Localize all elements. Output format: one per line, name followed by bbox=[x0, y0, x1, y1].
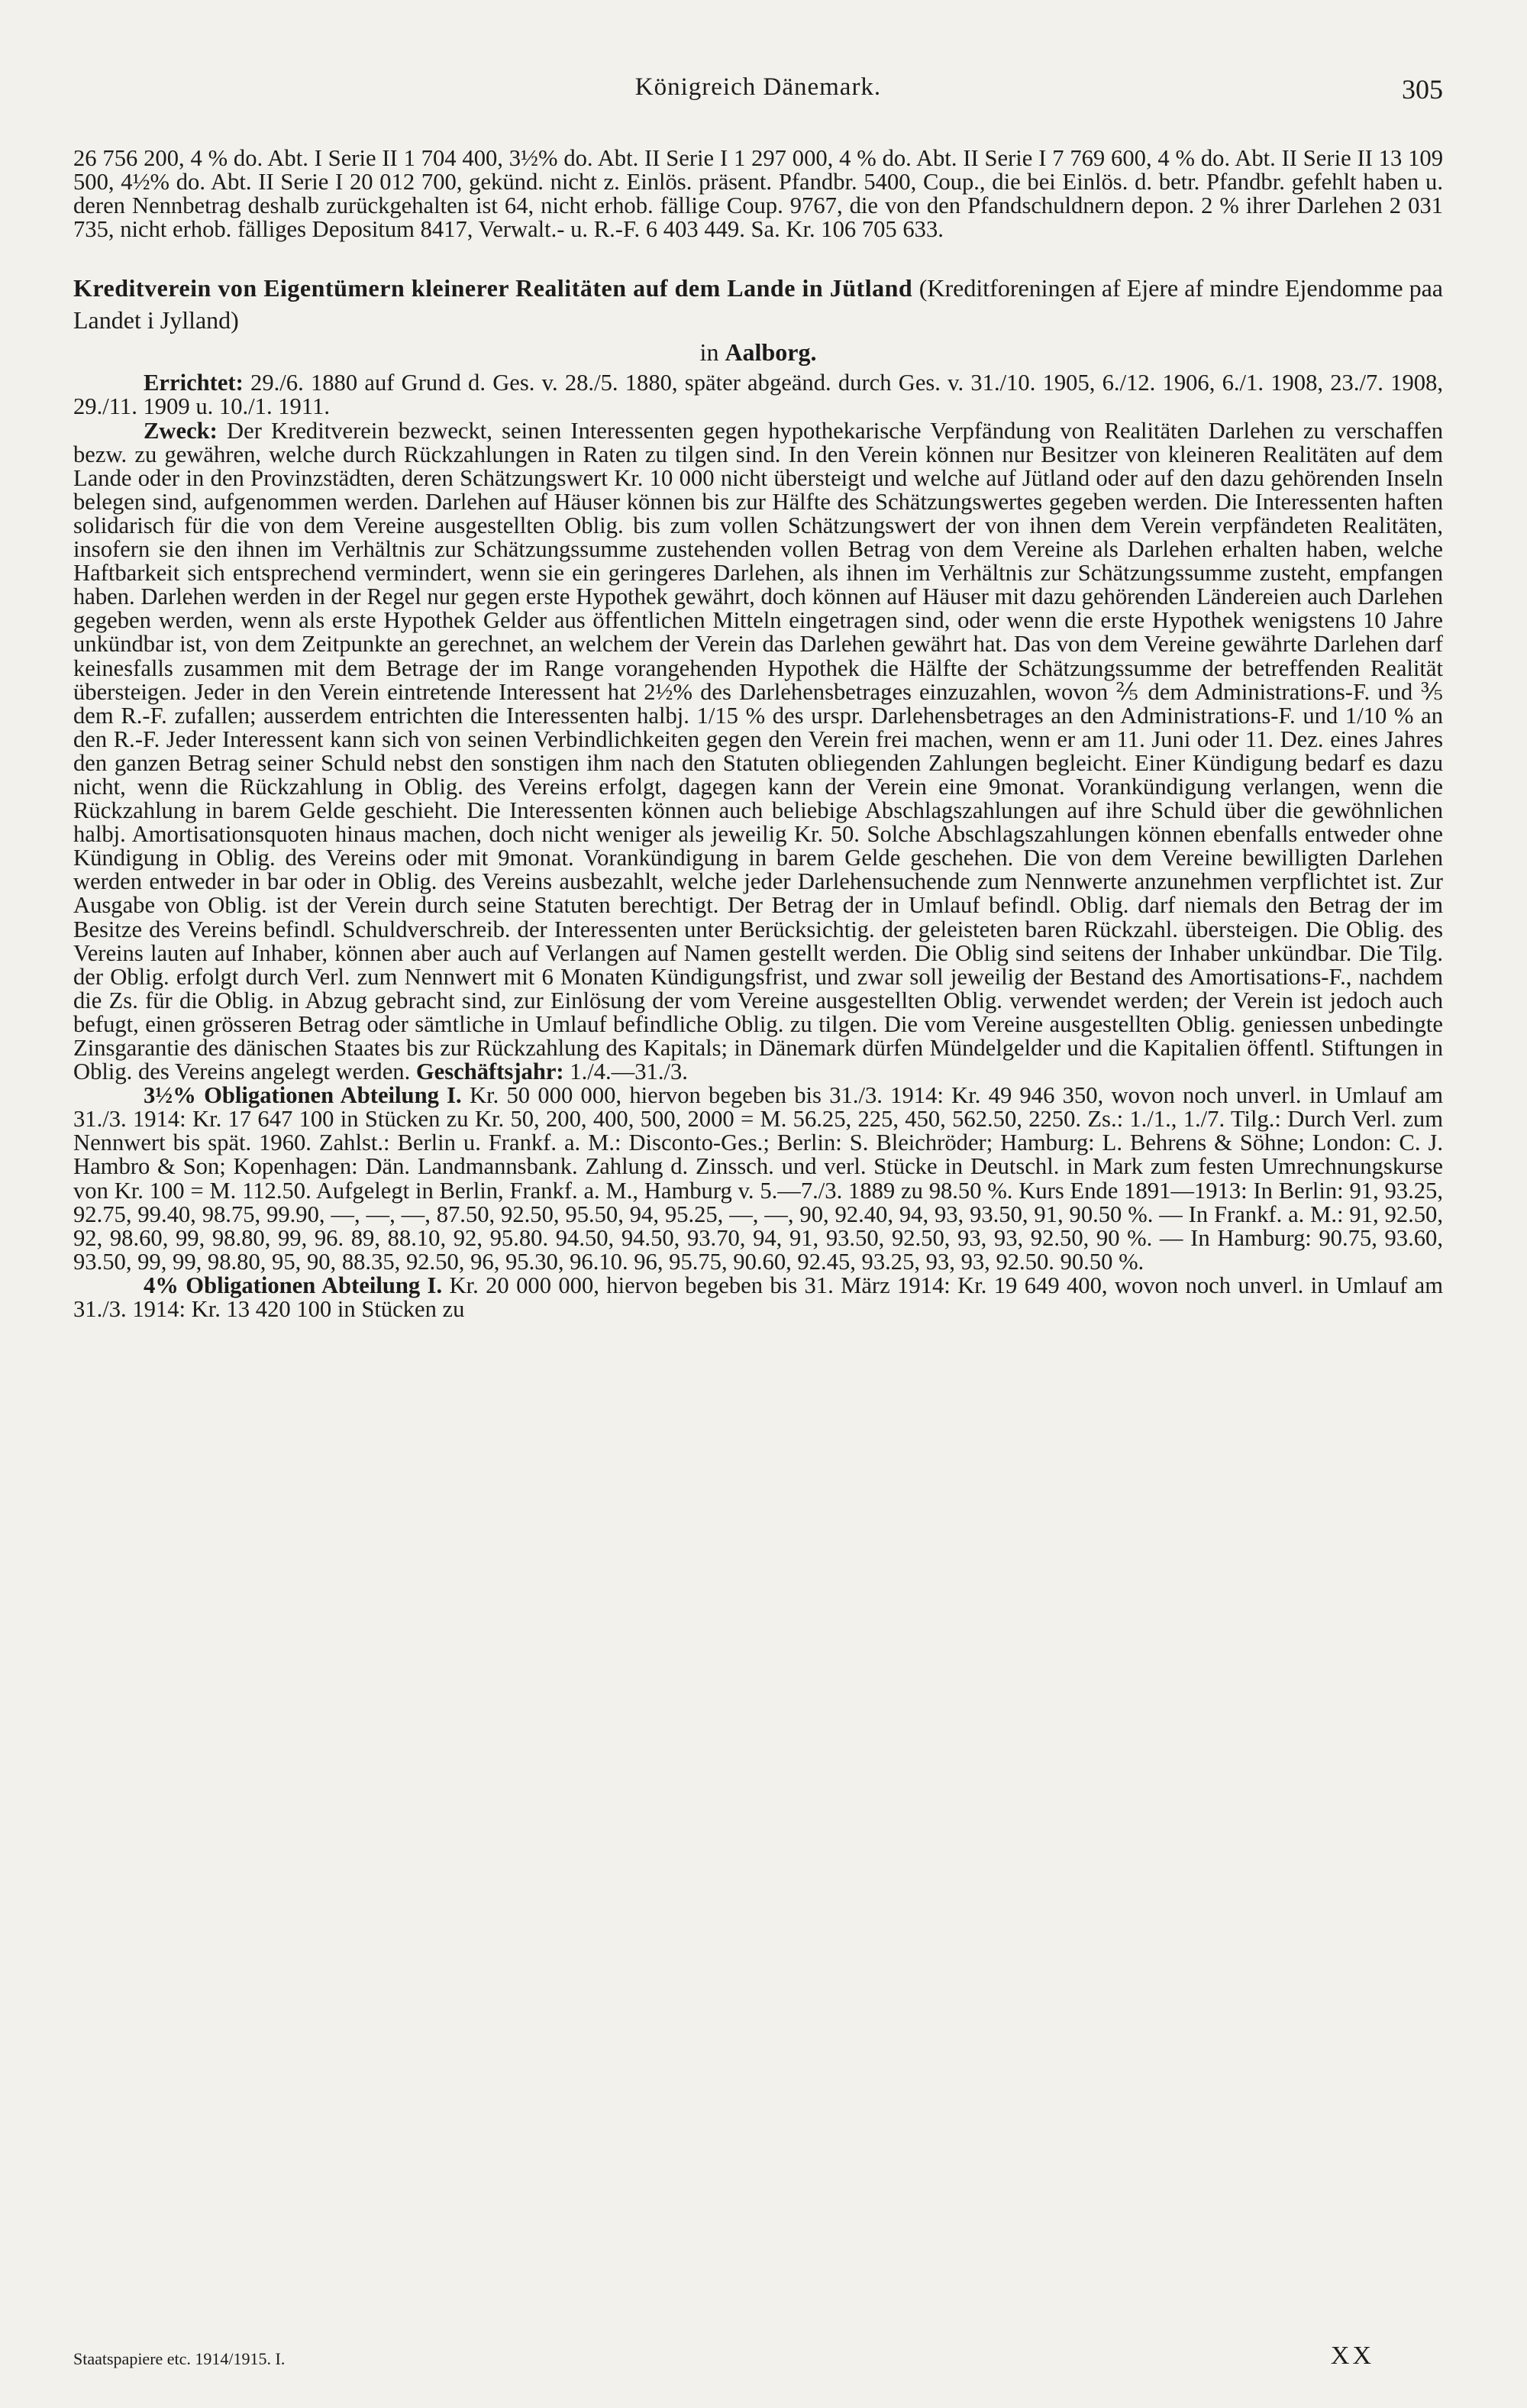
zweck-label: Zweck: bbox=[144, 417, 218, 444]
geschaeftsjahr-text: 1./4.—31./3. bbox=[570, 1059, 688, 1085]
page-body bbox=[73, 147, 1443, 1321]
obligationen-1-paragraph bbox=[73, 1084, 1443, 1274]
obligationen-1-label: 3½% Obligationen Abteilung I. bbox=[144, 1082, 462, 1109]
zweck-paragraph bbox=[73, 419, 1443, 1084]
section-heading bbox=[73, 272, 1443, 336]
page-header bbox=[73, 73, 1443, 112]
geschaeftsjahr-label: Geschäftsjahr: bbox=[415, 1059, 564, 1085]
errichtet-text: 29./6. 1880 auf Grund d. Ges. v. 28./5. 1880, später abgeänd. durch Ges. v. 31./10. 1905, 6./12. 1906, 6./1. 1908, 23./7. 1908, 29./11. 1909 u. 10./1. 1911. bbox=[73, 370, 1443, 420]
obligationen-2-label: 4% Obligationen Abteilung I. bbox=[144, 1272, 443, 1298]
section-title: Kreditverein von Eigentümern kleinerer Realitäten auf dem Lande in Jütland bbox=[73, 274, 913, 302]
zweck-text: Der Kreditverein bezweckt, seinen Interessenten gegen hypothekarische Verpfändung von Realitäten Darlehen zu verschaffen bezw. zu gewähren, welche durch Rückzahlungen in Raten zu tilgen sind. In den Verein können nur Besitzer von kleineren Realitäten auf dem Lande oder in den Provinzstädten, deren Schätzungswert Kr. 10 000 nicht übersteigt und welche auf Jütland oder auf den dazu gehörenden Inseln belegen sind, aufgenommen werden. Darlehen auf Häuser können bis zur Hälfte des Schätzungswertes gegeben werden. Die Interessenten haften solidarisch für die von dem Vereine ausgestellten Oblig. bis zum vollen Schätzungswert der von ihnen dem Verein verpfändeten Realitäten, insofern sie den ihnen im Verhältnis zur Schätzungssumme zustehenden vollen Betrag von dem Vereine als Darlehen erhalten haben, welche Haftbarkeit sich entsprechend vermindert, wenn sie ein geringeres Darlehen, als ihnen im Verhältnis zur Schätzungssumme zusteht, empfangen haben. Darlehen werden in der Regel nur gegen erste Hypothek gewährt, doch können auf Häuser mit dazu gehörenden Ländereien auch Darlehen gegeben werden, wenn als erste Hypothek Gelder aus öffentlichen Mitteln eingetragen sind, oder wenn die erste Hypothek wenigstens 10 Jahre unkündbar ist, von dem Zeitpunkte an gerechnet, an welchem der Verein das Darlehen gewährt hat. Das von dem Vereine gewährte Darlehen darf keinesfalls zusammen mit dem Betrage der im Range vorangehenden Hypothek die Hälfte der Schätzungssumme der betreffenden Realität übersteigen. Jeder in den Verein eintretende Interessent hat 2½% des Darlehensbetrages einzuzahlen, wovon ⅖ dem Administrations-F. und ⅗ dem R.-F. zufallen; ausserdem entrichten die Interessenten halbj. 1/15 % des urspr. Darlehensbetrages an den Administrations-F. und 1/10 % an den R.-F. Jeder Interessent kann sich von seinen Verbindlichkeiten gegen den Verein frei machen, wenn er am 11. Juni oder 11. Dez. eines Jahres den ganzen Betrag seiner Schuld nebst den sonstigen ihm nach den Statuten obliegenden Zahlungen begleicht. Einer Kündigung bedarf es dazu nicht, wenn die Rückzahlung in Oblig. des Vereins erfolgt, dagegen kann der Verein eine 9monat. Vorankündigung verlangen, wenn die Rückzahlung in barem Gelde geschieht. Die Interessenten können auch beliebige Abschlagszahlungen auf ihre Schuld über die gewöhnlichen halbj. Amortisationsquoten hinaus machen, doch nicht weniger als jeweilig Kr. 50. Solche Abschlagszahlungen können ebenfalls entweder ohne Kündigung in Oblig. des Vereins oder mit 9monat. Vorankündigung in barem Gelde geschehen. Die von dem Vereine bewilligten Darlehen werden entweder in bar oder in Oblig. des Vereins ausbezahlt, welche jeder Darlehensuchende zum Nennwerte anzunehmen verpflichtet ist. Zur Ausgabe von Oblig. ist der Verein durch seine Statuten berechtigt. Der Betrag der in Umlauf befindl. Oblig. darf niemals den Betrag der im Besitze des Vereins befindl. Schuldverschreib. der Interessenten unter Berücksichtig. der geleisteten baren Rückzahl. übersteigen. Die Oblig. des Vereins lauten auf Inhaber, können aber auch auf Verlangen auf Namen gestellt werden. Die Oblig sind seitens der Inhaber unkündbar. Die Tilg. der Oblig. erfolgt durch Verl. zum Nennwert mit 6 Monaten Kündigungsfrist, und zwar soll jeweilig der Bestand des Amortisations-F., nachdem die Zs. für die Oblig. in Abzug gebracht sind, zur Einlösung der vom Vereine ausgestellten Oblig. verwendet werden; der Verein ist jedoch auch befugt, einen grösseren Betrag oder sämtliche in Umlauf befindliche Oblig. zu tilgen. Die vom Vereine ausgestellten Oblig. geniessen unbedingte Zinsgarantie des dänischen Staates bis zur Rückzahlung des Kapitals; in Dänemark dürfen Mündelgelder und die Kapitalien öffentl. Stiftungen in Oblig. des Vereins angelegt werden. bbox=[73, 417, 1443, 1085]
section-city-line bbox=[73, 336, 1443, 368]
section-in-word: in bbox=[699, 338, 719, 367]
footer-signature: XX bbox=[1330, 2342, 1374, 2370]
section-city: Aalborg. bbox=[725, 338, 817, 367]
intro-paragraph: 26 756 200, 4 % do. Abt. I Serie II 1 704 400, 3½% do. Abt. II Serie I 1 297 000, 4 % do. Abt. II Serie I 7 769 600, 4 % do. Abt. II Serie II 13 109 500, 4½% do. Abt. II Serie I 20 012 700, gekünd. nicht z. Einlös. präsent. Pfandbr. 5400, Coup., die bei Einlös. d. betr. Pfandbr. gefehlt haben u. deren Nennbetrag deshalb zurückgehalten ist 64, nicht erhob. fällige Coup. 9767, die von den Pfandschuldnern depon. 2 % ihrer Darlehen 2 031 735, nicht erhob. fälliges Depositum 8417, Verwalt.- u. R.-F. 6 403 449. Sa. Kr. 106 705 633. bbox=[73, 145, 1443, 243]
footer-source: Staatspapiere etc. 1914/1915. I. bbox=[73, 2349, 286, 2368]
errichtet-paragraph bbox=[73, 371, 1443, 419]
obligationen-1-text: Kr. 50 000 000, hiervon begeben bis 31./3. 1914: Kr. 49 946 350, wovon noch unverl. in Umlauf am 31./3. 1914: Kr. 17 647 100 in Stücken zu Kr. 50, 200, 400, 500, 2000 = M. 56.25, 225, 450, 562.50, 2250. Zs.: 1./1., 1./7. Tilg.: Durch Verl. zum Nennwert bis spät. 1960. Zahlst.: Berlin u. Frankf. a. M.: Disconto-Ges.; Berlin: S. Bleichröder; Hamburg: L. Behrens & Söhne; London: C. J. Hambro & Son; Kopenhagen: Dän. Landmannsbank. Zahlung d. Zinssch. und verl. Stücke in Deutschl. in Mark zum festen Umrechnungskurse von Kr. 100 = M. 112.50. Aufgelegt in Berlin, Frankf. a. M., Hamburg v. 5.—7./3. 1889 zu 98.50 %. Kurs Ende 1891—1913: In Berlin: 91, 93.25, 92.75, 99.40, 98.75, 99.90, —, —, —, 87.50, 92.50, 95.50, 94, 95.25, —, —, 90, 92.40, 94, 93, 93.50, 91, 90.50 %. — In Frankf. a. M.: 91, 92.50, 92, 98.60, 99, 98.80, 99, 96. 89, 88.10, 92, 95.80. 94.50, 94.50, 93.70, 94, 91, 93.50, 92.50, 93, 93, 92.50, 90 %. — In Hamburg: 90.75, 93.60, 93.50, 99, 99, 98.80, 95, 90, 88.35, 92.50, 96, 95.30, 96.10. 96, 95.75, 90.60, 92.45, 93.25, 93, 93, 92.50. 90.50 %. bbox=[73, 1082, 1444, 1275]
obligationen-2-text: Kr. 20 000 000, hiervon begeben bis 31. März 1914: Kr. 19 649 400, wovon noch unverl. in Umlauf am 31./3. 1914: Kr. 13 420 100 in Stücken zu bbox=[73, 1272, 1443, 1323]
section-title-danish: (Kreditforeningen af Ejere af mindre Ejendomme paa Landet i Jylland) bbox=[73, 274, 1444, 335]
page-footer bbox=[73, 2342, 1443, 2372]
obligationen-2-paragraph bbox=[73, 1274, 1443, 1321]
page-number: 305 bbox=[1402, 74, 1443, 105]
running-title: Königreich Dänemark. bbox=[634, 73, 882, 101]
errichtet-label: Errichtet: bbox=[144, 370, 244, 396]
